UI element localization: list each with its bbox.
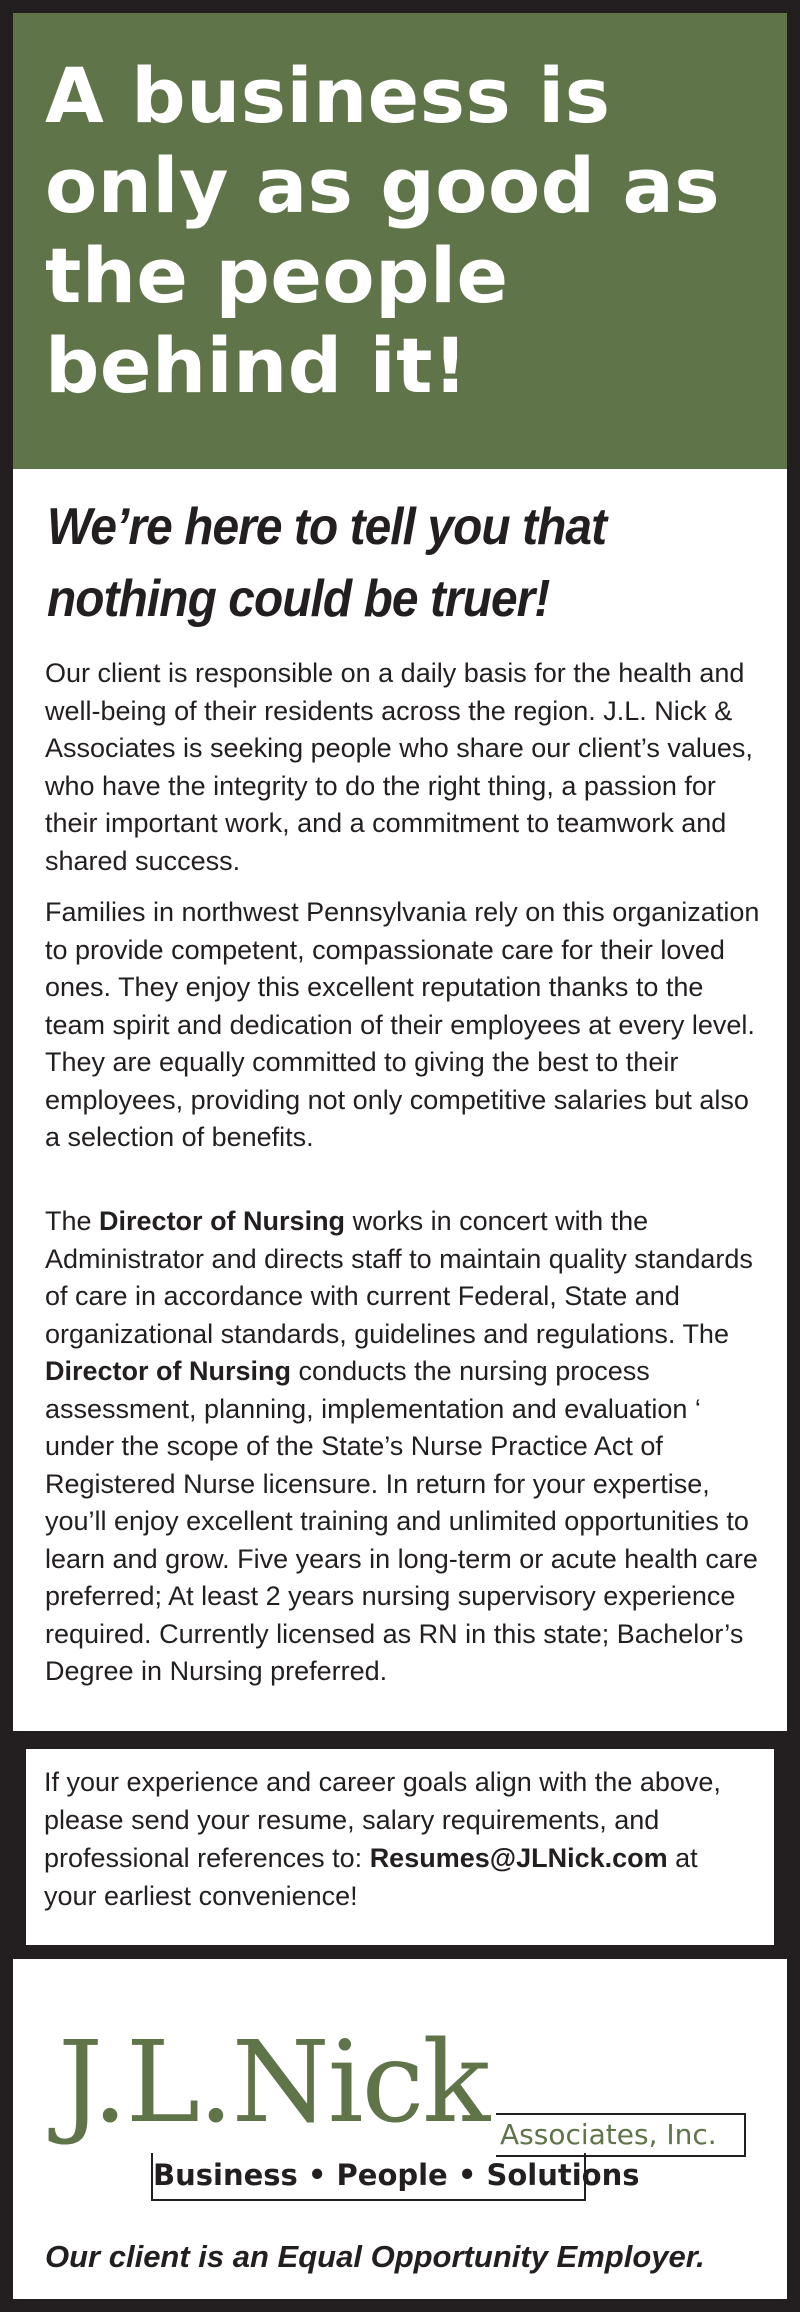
contact-box [13, 1743, 787, 1959]
company-logo [58, 2018, 758, 2193]
role-title: Director of Nursing [99, 1206, 346, 1236]
paragraph-organization: Families in northwest Pennsylvania rely on this organization to provide competent, compassionate care for their loved ones. They enjoy this excellent reputation thanks to the team spirit and dedication of their employees at every level. They are equally committed to giving the best to their employees, providing not only competitive salaries but also a selection of benefits. [45, 897, 760, 1152]
role-title-repeat: Director of Nursing [45, 1356, 292, 1386]
contact-text [26, 1749, 774, 1945]
paragraph-role [45, 1203, 765, 1691]
role-mid-text: works in concert with the Administrator and directs staff to maintain quality standards of care in accordance with current Federal, State and organizational standards, guidelines and regulations. The [45, 1206, 753, 1349]
headline: A business is only as good as the people behind it! [45, 51, 721, 410]
contact-tail: at your earliest convenience! [44, 1843, 698, 1911]
role-lead-text: The [45, 1206, 100, 1236]
logo-tagline: Business • People • Solutions [151, 2153, 586, 2201]
contact-instructions: If your experience and career goals align with the above, please send your resume, salary requirements, and professional references to: [44, 1767, 721, 1873]
headline-banner [13, 13, 787, 469]
contact-email-link[interactable]: Resumes@JLNick.com [369, 1843, 668, 1873]
subheadline: We’re here to tell you that nothing could be truer! [47, 498, 607, 628]
logo-associates: Associates, Inc. [496, 2113, 746, 2157]
section-divider [13, 1731, 787, 1743]
role-rest-text: conducts the nursing process assessment, planning, implementation and evaluation ‘ under the scope of the State’s Nurse Practice Act of Registered Nurse licensure. In return for your expertise, you’ll enjoy excellent training and unlimited opportunities to learn and grow. Five years in long-term or acute health care preferred; At least 2 years nursing supervisory experience required. Currently licensed as RN in this state; Bachelor’s Degree in Nursing preferred. [45, 1356, 758, 1686]
paragraph-intro: Our client is responsible on a daily basis for the health and well-being of their residents across the region. J.L. Nick & Associates is seeking people who share our client’s values, who have the integrity to do the right thing, a passion for their important work, and a commitment to teamwork and shared success. [45, 658, 753, 876]
logo-wordmark: J.L.Nick [58, 2018, 489, 2148]
equal-opportunity-statement: Our client is an Equal Opportunity Employer. [45, 2239, 705, 2274]
ad-panel [13, 13, 787, 2299]
